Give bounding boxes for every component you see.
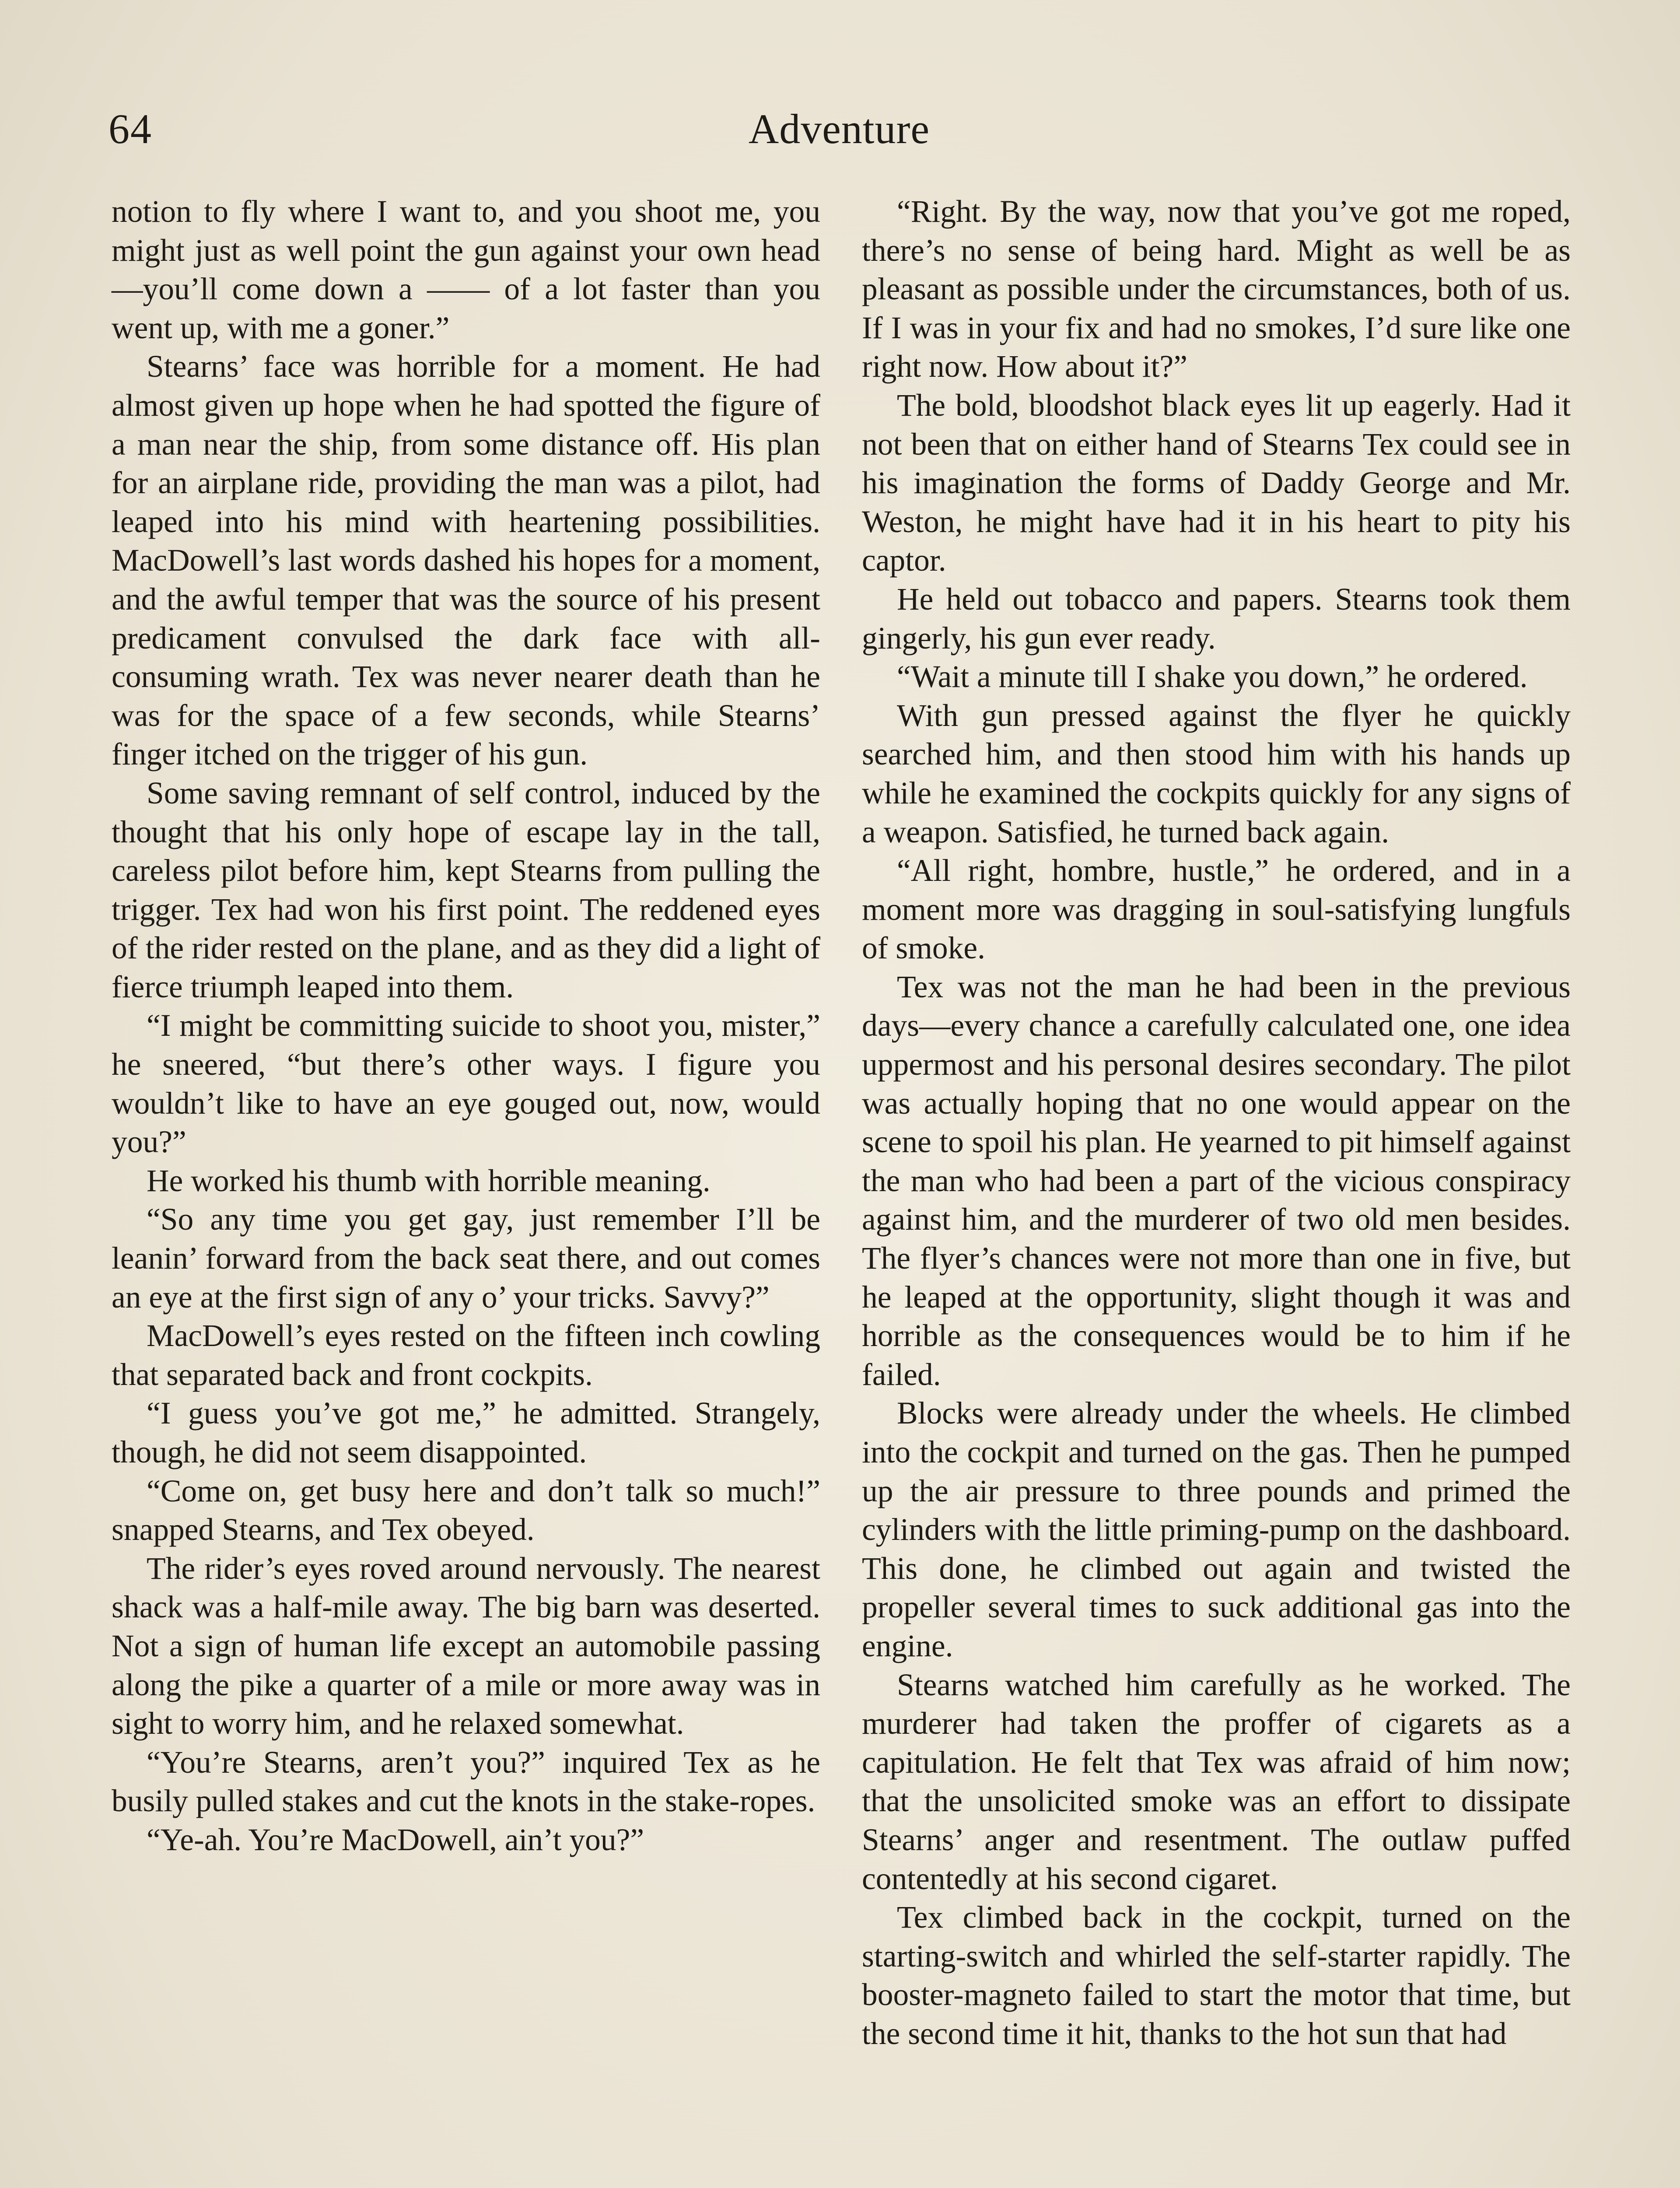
paragraph: Tex climbed back in the cockpit, turned on the starting-switch and whirled the self-starter rapidly. The booster-magneto failed to start the motor that time, but the second time it hit, thanks to the hot sun that had	[862, 1900, 1571, 2051]
paragraph: The rider’s eyes roved around nervously. The nearest shack was a half-mile away. The big barn was deserted. Not a sign of human life except an automobile passing along the pike a quarter of a mile or more away was in sight to worry him, and he relaxed somewhat.	[112, 1551, 820, 1741]
paragraph: “I might be committing suicide to shoot you, mister,” he sneered, “but there’s other ways. I figure you wouldn’t like to have an eye gouged out, now, would you?”	[112, 1008, 820, 1160]
paragraph: “Ye-ah. You’re MacDowell, ain’t you?”	[147, 1822, 644, 1857]
paragraph: notion to fly where I want to, and you shoot me, you might just as well point the gun against your own head—you’ll come down a —— of a lot faster than you went up, with me a goner.”	[112, 194, 820, 345]
page-header	[108, 96, 1570, 162]
paragraph: Some saving remnant of self control, induced by the thought that his only hope of escape lay in the tall, careless pilot before him, kept Stearns from pulling the trigger. Tex had won his first point. The reddened eyes of the rider rested on the plane, and as they did a light of fierce triumph leaped into them.	[112, 775, 820, 1004]
running-head-title: Adventure	[748, 105, 930, 152]
paragraph: With gun pressed against the flyer he quickly searched him, and then stood him with his hands up while he examined the cockpits quickly for any signs of a weapon. Satisfied, he turned back again.	[862, 698, 1571, 849]
paragraph: “Come on, get busy here and don’t talk so much!” snapped Stearns, and Tex obeyed.	[112, 1473, 820, 1547]
paragraph: MacDowell’s eyes rested on the fifteen inch cowling that separated back and front cockpits.	[112, 1318, 820, 1392]
paragraph: “All right, hombre, hustle,” he ordered, and in a moment more was dragging in soul-satisfying lungfuls of smoke.	[862, 853, 1571, 966]
paragraph: “So any time you get gay, just remember I’ll be leanin’ forward from the back seat there, and out comes an eye at the first sign of any o’ your tricks. Savvy?”	[112, 1202, 820, 1315]
paragraph: “I guess you’ve got me,” he admitted. Strangely, though, he did not seem disappointed.	[112, 1396, 820, 1469]
paragraph: The bold, bloodshot black eyes lit up eagerly. Had it not been that on either hand of Stearns Tex could see in his imagination the forms of Daddy George and Mr. Weston, he might have had it in his heart to pity his captor.	[862, 388, 1571, 578]
page-number: 64	[108, 105, 152, 152]
paragraph: “Wait a minute till I shake you down,” he ordered.	[897, 659, 1528, 694]
paragraph: Blocks were already under the wheels. He climbed into the cockpit and turned on the gas. Then he pumped up the air pressure to three pounds and primed the cylinders with the little priming-pump on the dashboard. This done, he climbed out again and twisted the propeller several times to suck additional gas into the engine.	[862, 1396, 1571, 1663]
paragraph: Stearns watched him carefully as he worked. The murderer had taken the proffer of cigarets as a capitulation. He felt that Tex was afraid of him now; that the unsolicited smoke was an effort to dissipate Stearns’ anger and resentment. The outlaw puffed contentedly at his second cigaret.	[862, 1667, 1571, 1896]
paragraph: He worked his thumb with horrible meaning.	[147, 1163, 710, 1198]
paragraph: Stearns’ face was horrible for a moment. He had almost given up hope when he had spotted the figure of a man near the ship, from some distance off. His plan for an airplane ride, providing the man was a pilot, had leaped into his mind with heartening possibilities. MacDowell’s last words dashed his hopes for a moment, and the awful temper that was the source of his present predicament convulsed the dark face with all-consuming wrath. Tex was never nearer death than he was for the space of a few seconds, while Stearns’ finger itched on the trigger of his gun.	[112, 349, 820, 772]
paragraph: He held out tobacco and papers. Stearns took them gingerly, his gun ever ready.	[862, 582, 1571, 656]
left-text-column	[112, 193, 820, 1860]
right-text-column	[862, 193, 1571, 2054]
paragraph: “You’re Stearns, aren’t you?” inquired Tex as he busily pulled stakes and cut the knots in the stake-ropes.	[112, 1745, 820, 1819]
paragraph: “Right. By the way, now that you’ve got me roped, there’s no sense of being hard. Might as well be as pleasant as possible under the circumstances, both of us. If I was in your fix and had no smokes, I’d sure like one right now. How about it?”	[862, 194, 1571, 384]
paragraph: Tex was not the man he had been in the previous days—every chance a carefully calculated one, one idea uppermost and his personal desires secondary. The pilot was actually hoping that no one would appear on the scene to spoil his plan. He yearned to pit himself against the man who had been a part of the vicious conspiracy against him, and the murderer of two old men besides. The flyer’s chances were not more than one in five, but he leaped at the opportunity, slight though it was and horrible as the consequences would be to him if he failed.	[862, 969, 1571, 1392]
